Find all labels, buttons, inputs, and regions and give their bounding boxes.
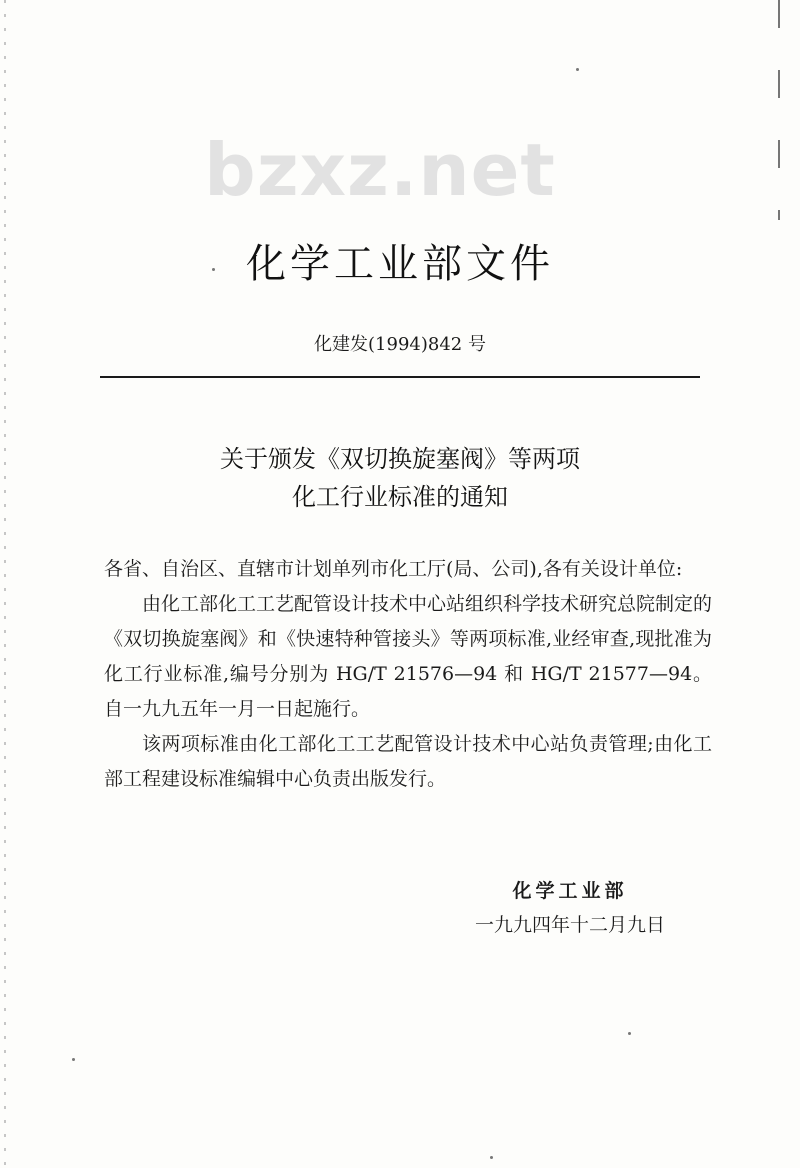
scan-speck: [576, 68, 579, 71]
body-paragraph-1: 由化工部化工工艺配管设计技术中心站组织科学技术研究总院制定的《双切换旋塞阀》和《快速特种管接头》等两项标准,业经审查,现批准为化工行业标准,编号分别为 HG/T 21576—94 和 HG/T 21577—94。自一九九五年一月一日起施行。: [104, 593, 713, 720]
scan-speck: [212, 268, 215, 271]
signature-date: 一九九四年十二月九日: [474, 914, 665, 936]
salutation: 各省、自治区、直辖市计划单列市化工厅(局、公司),各有关设计单位:: [104, 558, 683, 580]
body-paragraph-2: 该两项标准由化工部化工工艺配管设计技术中心站负责管理;由化工部工程建设标准编辑中心负责出版发行。: [104, 733, 712, 790]
notice-title-line-2: 化工行业标准的通知: [292, 483, 508, 511]
scan-edge-right: [778, 0, 780, 220]
notice-body: [104, 552, 712, 797]
signature-block: [440, 874, 700, 942]
signature-org: 化学工业部: [512, 880, 628, 902]
page-title: 化学工业部文件: [246, 241, 554, 287]
scan-speck: [72, 1058, 75, 1061]
watermark: bzxz.net: [204, 128, 556, 212]
document-number: 化建发(1994)842 号: [314, 334, 486, 355]
scan-speck: [628, 1032, 631, 1035]
scan-speck: [490, 1156, 493, 1159]
scan-edge-left: [4, 0, 6, 1168]
header-divider: [100, 376, 700, 378]
notice-title: [120, 440, 680, 516]
notice-title-line-1: 关于颁发《双切换旋塞阀》等两项: [220, 445, 580, 473]
